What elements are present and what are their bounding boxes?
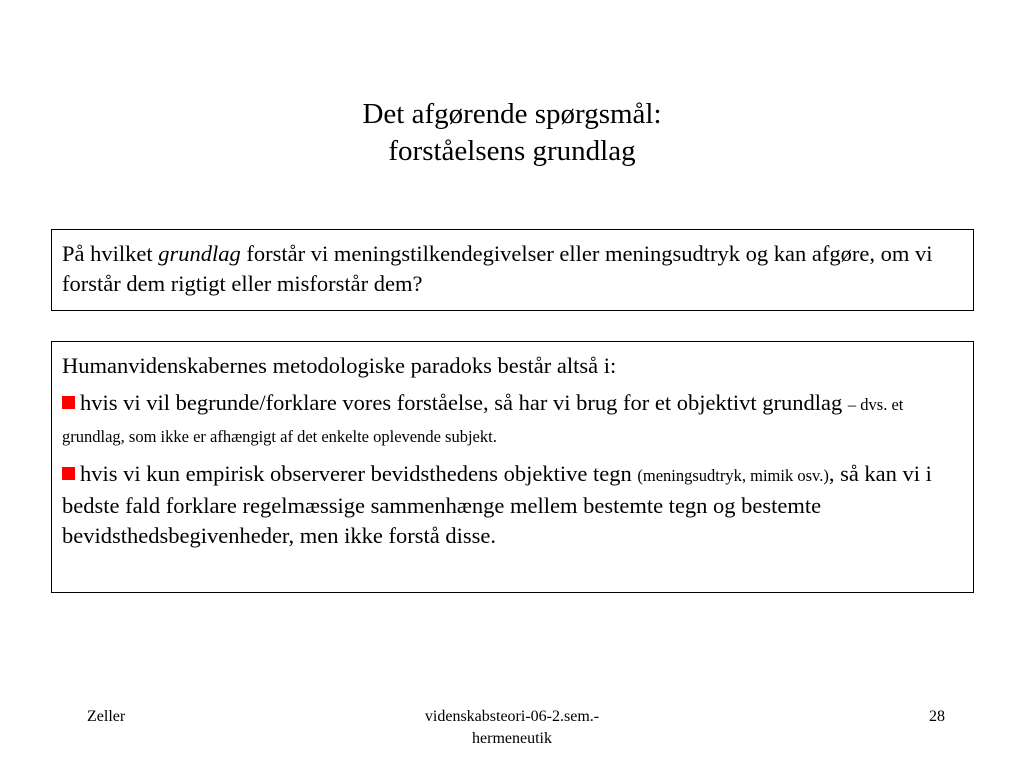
slide-title bbox=[0, 96, 1024, 170]
paradox-box bbox=[51, 341, 974, 593]
slide-title-line-1: Det afgørende spørgsmål: bbox=[362, 98, 662, 130]
footer-page-number: 28 bbox=[929, 708, 945, 725]
paradox-bullet-2-main-2: , så kan vi i bedste fald forklare regelmæssige sammenhænge mellem bestemte tegn og bestemte bevidsthedsbegivenheder, men ikke forstå disse. bbox=[62, 461, 932, 548]
slide-title-line-2: forståelsens grundlag bbox=[388, 135, 636, 167]
footer-course-line-2: hermeneutik bbox=[472, 730, 552, 747]
paradox-bullet-2 bbox=[62, 459, 963, 551]
question-box bbox=[51, 229, 974, 311]
footer-course-line-1: videnskabsteori-06-2.sem.- bbox=[424, 708, 600, 725]
paradox-bullet-2-main-1: hvis vi kun empirisk observerer bevidsthedens objektive tegn bbox=[80, 461, 638, 486]
red-square-bullet-icon bbox=[62, 467, 75, 480]
paradox-intro: Humanvidenskabernes metodologiske paradoks består altså i: bbox=[62, 353, 617, 378]
question-text-italic: grundlag bbox=[158, 241, 241, 266]
footer-course bbox=[362, 706, 662, 750]
question-text-before: På hvilket bbox=[62, 241, 159, 266]
footer-author: Zeller bbox=[87, 708, 126, 725]
question-text bbox=[62, 239, 963, 299]
red-square-bullet-icon bbox=[62, 396, 75, 409]
paradox-bullet-1-main: hvis vi vil begrunde/forklare vores forståelse, så har vi brug for et objektivt grundlag bbox=[80, 390, 848, 415]
paradox-bullet-1 bbox=[62, 388, 963, 452]
paradox-bullet-2-small: (meningsudtryk, mimik osv.) bbox=[637, 466, 829, 485]
paradox-bullet-1-small: – dvs. et grundlag, som ikke er afhængigt af det enkelte oplevende subjekt. bbox=[62, 395, 904, 446]
question-text-after: forstår vi meningstilkendegivelser eller meningsudtryk og kan afgøre, om vi forstår dem rigtigt eller misforstår dem? bbox=[62, 241, 933, 296]
